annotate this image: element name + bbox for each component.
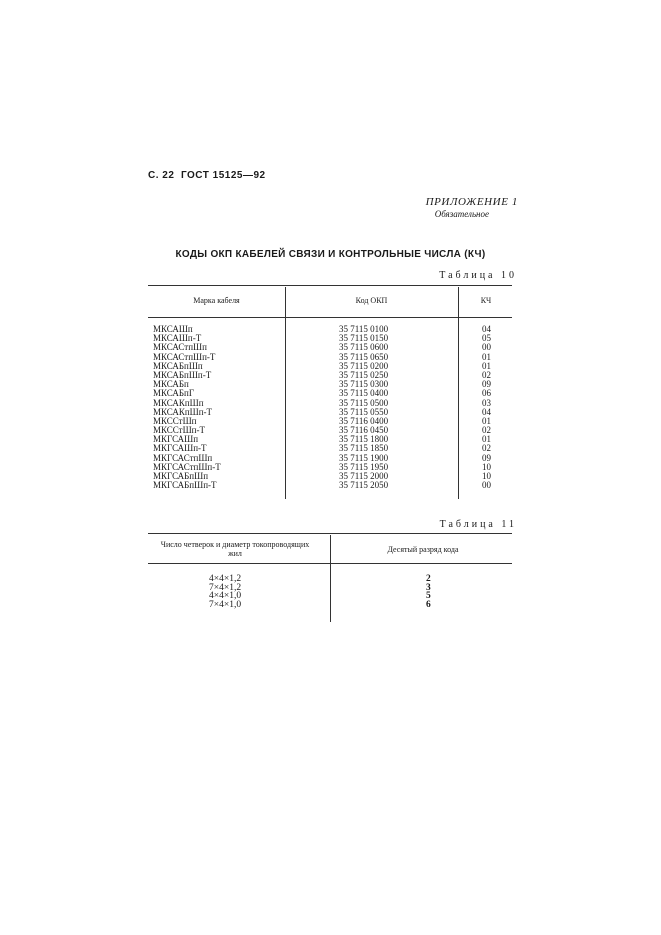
table10-brand-column	[153, 325, 221, 490]
table10-cell-kch: 06	[482, 388, 491, 399]
table10-cell-kch: 00	[482, 480, 491, 491]
table10-cell-brand: МКГСАБпШп	[153, 471, 209, 481]
table10-cell-kch: 01	[482, 360, 491, 371]
table11-cell-digit: 5	[426, 591, 431, 602]
page-header	[148, 170, 266, 181]
table10-cell-code: 35 7115 1800	[339, 434, 389, 445]
table10-header-kch: КЧ	[480, 296, 492, 305]
table10-cell-kch: 05	[482, 333, 491, 344]
table11-header-quads: Число четверок и диаметр токопроводящих жил	[160, 540, 310, 558]
table10-cell-brand: МКСАСтпШп-Т	[153, 351, 216, 362]
table10-cell-kch: 04	[482, 324, 491, 334]
table11-cell-quads: 7×4×1,2	[209, 582, 242, 593]
document-title: КОДЫ ОКП КАБЕЛЕЙ СВЯЗИ И КОНТРОЛЬНЫЕ ЧИСЛА (КЧ)	[175, 249, 486, 260]
table10-cell-code: 35 7116 0450	[339, 425, 389, 436]
table10-top-rule	[148, 285, 512, 286]
table11-top-rule	[148, 533, 512, 534]
table10-cell-brand: МКСАКпШп	[153, 397, 204, 408]
table10-cell-brand: МКГСАШп	[153, 434, 199, 445]
table10-cell-code: 35 7115 0300	[339, 379, 389, 390]
table10-cell-brand: МКСАБпШп	[153, 360, 203, 371]
table10-cell-kch: 10	[482, 471, 491, 481]
table10-cell-brand: МКГСАБпШп-Т	[153, 480, 217, 491]
table10-cell-kch: 02	[482, 425, 491, 436]
table10-cell-brand: МКГСАШп-Т	[153, 443, 207, 454]
table11-header-digit: Десятый разряд кода	[387, 545, 459, 554]
table10-cell-kch: 09	[482, 452, 491, 463]
table10-cell-code: 35 7115 1850	[339, 443, 389, 454]
table10-cell-code: 35 7115 0550	[339, 406, 389, 417]
table10-cell-kch: 00	[482, 342, 491, 353]
table10-kch-column	[482, 325, 491, 490]
table10-cell-kch: 02	[482, 369, 491, 380]
table10-caption: Таблица 10	[439, 270, 517, 281]
standard-number: ГОСТ 15125—92	[180, 170, 266, 181]
table11-col-divider	[330, 535, 331, 622]
table10-cell-code: 35 7115 1900	[339, 452, 389, 463]
table10-col-divider-1	[285, 287, 286, 499]
table10-cell-brand: МКСАБпШп-Т	[153, 369, 212, 380]
table10-cell-code: 35 7115 2000	[339, 471, 389, 481]
table10-cell-brand: МКСАБпГ	[153, 388, 195, 399]
table11-cell-digit: 2	[426, 574, 431, 584]
table10-cell-brand: МКГСАСтпШп-Т	[153, 461, 221, 472]
table10-cell-code: 35 7115 0650	[339, 351, 389, 362]
table10-cell-kch: 02	[482, 443, 491, 454]
appendix-subtitle: Обязательное	[434, 209, 489, 219]
table10-cell-kch: 04	[482, 406, 491, 417]
table10-cell-code: 35 7115 2050	[339, 480, 389, 491]
table10-cell-code: 35 7116 0400	[339, 415, 389, 426]
table10-cell-brand: МКСАСтпШп	[153, 342, 207, 353]
table10-header-brand: Марка кабеля	[193, 296, 240, 305]
table11-digit-column	[426, 575, 431, 609]
table10-cell-brand: МКГСАСтпШп	[153, 452, 213, 463]
table10-cell-code: 35 7115 0250	[339, 369, 389, 380]
table11-cell-quads: 4×4×1,2	[209, 574, 242, 584]
table10-cell-kch: 09	[482, 379, 491, 390]
table10-col-divider-2	[458, 287, 459, 499]
table10-cell-brand: МКССтШп-Т	[153, 425, 205, 436]
table10-cell-kch: 03	[482, 397, 491, 408]
table10-cell-kch: 01	[482, 351, 491, 362]
table10-cell-kch: 01	[482, 434, 491, 445]
table10-cell-kch: 10	[482, 461, 491, 472]
table11-caption: Таблица 11	[439, 519, 517, 530]
table11-cell-digit: 3	[426, 582, 431, 593]
page-number: С. 22	[148, 170, 175, 181]
table10-cell-code: 35 7115 0100	[339, 324, 389, 334]
table11-cell-digit: 6	[426, 599, 431, 610]
table10-cell-brand: МКСАКпШп-Т	[153, 406, 213, 417]
appendix-title: ПРИЛОЖЕНИЕ 1	[425, 196, 518, 208]
table10-code-column	[339, 325, 388, 490]
table10-cell-code: 35 7115 0150	[339, 333, 389, 344]
table10-cell-code: 35 7115 0600	[339, 342, 389, 353]
table10-cell-code: 35 7115 0500	[339, 397, 389, 408]
table10-cell-code: 35 7115 0200	[339, 360, 389, 371]
table10-cell-brand: МКССтШп	[153, 415, 197, 426]
table11-cell-quads: 7×4×1,0	[209, 599, 242, 610]
table10-cell-brand: МКСАШп-Т	[153, 333, 202, 344]
table10-cell-code: 35 7115 1950	[339, 461, 389, 472]
table11-quads-column	[209, 575, 241, 609]
table10-cell-kch: 01	[482, 415, 491, 426]
table10-cell-brand: МКСАШп	[153, 324, 193, 334]
table10-header-code: Код ОКП	[355, 296, 388, 305]
table10-cell-code: 35 7115 0400	[339, 388, 389, 399]
table10-cell-brand: МКСАБп	[153, 379, 189, 390]
table11-cell-quads: 4×4×1,0	[209, 591, 242, 602]
